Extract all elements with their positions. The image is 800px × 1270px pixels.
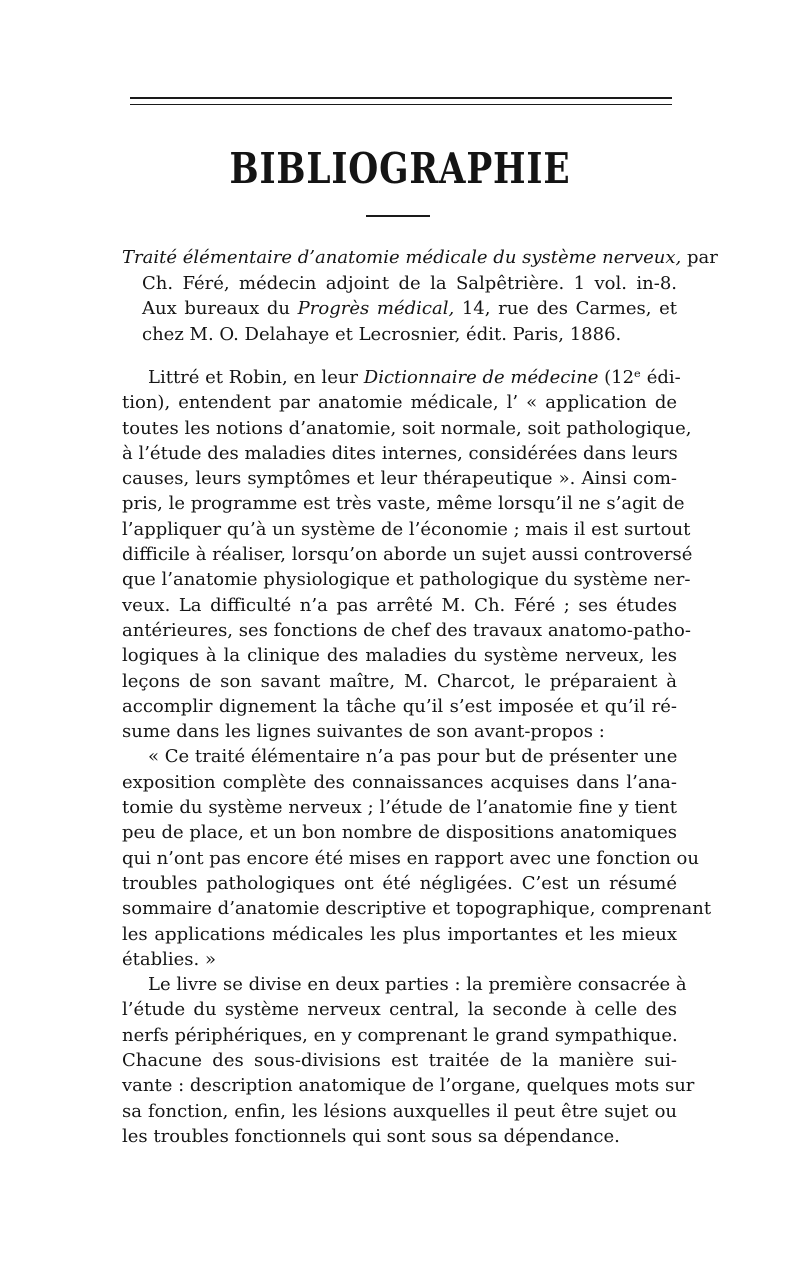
body-line: antérieures, ses fonctions de chef des travaux anatomo-patho- bbox=[122, 619, 691, 641]
body-line: sume dans les lignes suivantes de son avant-propos : bbox=[122, 721, 605, 743]
reference-publisher-prefix: Aux bureaux du bbox=[142, 298, 298, 319]
body-text: Littré et Robin, en leur bbox=[148, 367, 364, 388]
quote-line: tomie du système nerveux ; l’étude de l’anatomie fine y tient bbox=[122, 797, 677, 819]
body-line: leçons de son savant maître, M. Charcot, le préparaient à bbox=[122, 670, 677, 692]
body-line-1 bbox=[122, 365, 681, 390]
body-line: tion), entendent par anatomie médicale, l’ « application de bbox=[122, 392, 677, 414]
body-line: vante : description anatomique de l’organe, quelques mots sur bbox=[122, 1075, 695, 1097]
reference-line-3 bbox=[122, 296, 677, 322]
body-line: difficile à réaliser, lorsqu’on aborde un sujet aussi controversé bbox=[122, 544, 693, 566]
top-rule-thick bbox=[130, 97, 672, 99]
body-text: (12ᵉ édi- bbox=[598, 367, 681, 388]
body-line: pris, le programme est très vaste, même lorsqu’il ne s’agit de bbox=[122, 493, 685, 515]
book-title: Traité élémentaire d’anatomie médicale du système nerveux, bbox=[122, 247, 682, 268]
reference-address: 14, rue des Carmes, et bbox=[454, 298, 678, 319]
quote-line: troubles pathologiques ont été négligées. C’est un résumé bbox=[122, 872, 677, 894]
quote-line: qui n’ont pas encore été mises en rapport avec une fonction ou bbox=[122, 847, 699, 869]
quote-line: établies. » bbox=[122, 948, 216, 970]
body-line: accomplir dignement la tâche qu’il s’est imposée et qu’il ré- bbox=[122, 695, 677, 717]
quote-line: exposition complète des connaissances acquises dans l’ana- bbox=[122, 771, 677, 793]
body-line: sa fonction, enfin, les lésions auxquelles il peut être sujet ou bbox=[122, 1100, 677, 1122]
body-line: Chacune des sous-divisions est traitée de la manière sui- bbox=[122, 1050, 677, 1072]
body-line: à l’étude des maladies dites internes, considérées dans leurs bbox=[122, 442, 678, 464]
body-line: veux. La difficulté n’a pas arrêté M. Ch. Féré ; ses études bbox=[122, 594, 677, 616]
body-line: Le livre se divise en deux parties : la première consacrée à bbox=[148, 974, 687, 996]
quote-line: peu de place, et un bon nombre de dispositions anatomiques bbox=[122, 822, 677, 844]
body-line: les troubles fonctionnels qui sont sous sa dépendance. bbox=[122, 1125, 620, 1147]
body-line: l’étude du système nerveux central, la seconde à celle des bbox=[122, 999, 677, 1021]
bibliographic-reference bbox=[122, 245, 718, 347]
quote-line: sommaire d’anatomie descriptive et topographique, comprenant bbox=[122, 898, 712, 920]
page-title: BIBLIOGRAPHIE bbox=[229, 144, 571, 193]
reference-line-2: Ch. Féré, médecin adjoint de la Salpêtrière. 1 vol. in-8. bbox=[142, 272, 677, 294]
body-line: causes, leurs symptômes et leur thérapeutique ». Ainsi com- bbox=[122, 468, 677, 490]
body-line: nerfs périphériques, en y comprenant le grand sympathique. bbox=[122, 1024, 678, 1046]
reference-line-4: chez M. O. Delahaye et Lecrosnier, édit. Paris, 1886. bbox=[142, 323, 622, 345]
body-line: logiques à la clinique des maladies du système nerveux, les bbox=[122, 645, 677, 667]
quote-line: les applications médicales les plus importantes et les mieux bbox=[122, 923, 677, 945]
publisher-journal: Progrès médical, bbox=[297, 298, 455, 319]
quote-line: « Ce traité élémentaire n’a pas pour but de présenter une bbox=[148, 746, 678, 768]
dictionary-title: Dictionnaire de médecine bbox=[363, 367, 599, 388]
body-line: toutes les notions d’anatomie, soit normale, soit pathologique, bbox=[122, 417, 692, 439]
review-body bbox=[122, 365, 712, 1149]
reference-line-1 bbox=[122, 245, 718, 271]
body-line: l’appliquer qu’à un système de l’économie ; mais il est surtout bbox=[122, 518, 691, 540]
top-rule-thin bbox=[130, 104, 672, 105]
body-line: que l’anatomie physiologique et pathologique du système ner- bbox=[122, 569, 691, 591]
title-underline bbox=[366, 215, 430, 217]
reference-by: par bbox=[681, 247, 718, 268]
